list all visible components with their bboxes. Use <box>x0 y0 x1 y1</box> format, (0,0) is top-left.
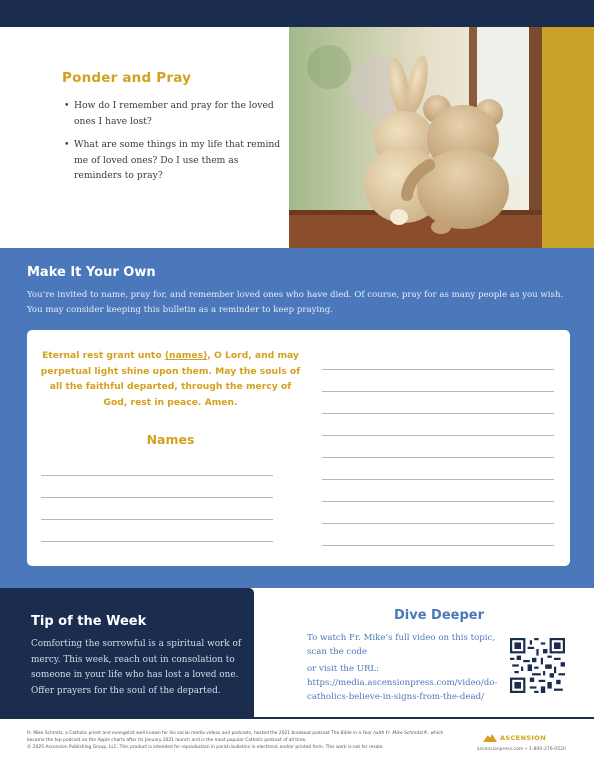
mountain-icon <box>483 733 497 742</box>
name-write-line[interactable] <box>322 523 554 524</box>
prayer-text: Eternal rest grant unto <box>42 350 165 361</box>
footer-copyright: © 2025 Ascension Publishing Group, LLC. This product is intended for reproduction in parish bulletins in electronic and/or printed form. This work is not for resale. <box>27 745 384 751</box>
footer-divider <box>0 717 594 719</box>
reflection-question: • How do I remember and pray for the loved ones I have lost? <box>62 98 282 129</box>
name-write-line[interactable] <box>322 479 554 480</box>
teddy-bears-photo <box>289 27 542 248</box>
dive-title: Dive Deeper <box>393 608 485 623</box>
logo-text: ASCENSION <box>500 733 547 742</box>
name-write-line[interactable] <box>41 475 273 476</box>
ascension-logo[interactable] <box>483 733 546 742</box>
ponder-title: Ponder and Pray <box>62 70 192 86</box>
name-write-line[interactable] <box>322 369 554 370</box>
footer-contact: ascensionpress.com • 1-800-376-0520 <box>476 747 566 752</box>
tip-title: Tip of the Week <box>31 614 147 629</box>
name-write-line[interactable] <box>41 497 273 498</box>
name-write-line[interactable] <box>41 519 273 520</box>
name-write-line[interactable] <box>322 391 554 392</box>
dive-scan-text: To watch Fr. Mike’s full video on this topic, scan the code <box>307 633 496 657</box>
intro-text: You’re invited to name, pray for, and remember loved ones who have died. Of course, pray for as many people as you wish. You may consider keeping this bulletin as a reminder to keep praying. <box>27 290 564 315</box>
ponder-and-pray-section <box>62 70 282 192</box>
name-write-line[interactable] <box>41 541 273 542</box>
footer-credits <box>27 730 457 752</box>
prayer-card <box>27 330 570 566</box>
name-write-line[interactable] <box>322 501 554 502</box>
tip-text: Comforting the sorrowful is a spiritual work of mercy. This week, reach out in consolation to someone in your life who has lost a loved one. Offer prayers for the soul of the departed. <box>31 639 242 696</box>
qr-code-icon[interactable] <box>510 638 565 693</box>
names-placeholder: (names) <box>164 350 208 361</box>
name-write-line[interactable] <box>322 435 554 436</box>
name-write-line[interactable] <box>322 545 554 546</box>
prayer-text: , O Lord, and may perpetual light shine upon them. May the souls of all the faithful departed, through the mercy of God, rest in peace. Amen. <box>40 350 301 408</box>
dive-deeper-section <box>254 588 594 717</box>
reflection-question: • What are some things in my life that remind me of loved ones? Do I use them as reminders to pray? <box>62 137 282 184</box>
footer-bio: Fr. Mike Schmitz, a Catholic priest and evangelist well known for his social media videos and podcasts, hosted the 2021 breakout podcast The Bible in a Year (with Fr. Mike Schmitz)®, which became the top podcast on the Apple charts after its January 2021 launch and is the most popular Catholic podcast of all time. <box>27 731 444 744</box>
gold-accent-strip <box>542 27 594 248</box>
tip-of-the-week-section <box>0 588 254 717</box>
eternal-rest-prayer <box>37 348 304 410</box>
section-title: Make It Your Own <box>27 265 156 280</box>
names-heading: Names <box>146 432 195 447</box>
name-write-line[interactable] <box>322 413 554 414</box>
top-banner <box>0 0 594 27</box>
reflection-questions <box>62 98 282 184</box>
make-it-your-own-section <box>0 248 594 588</box>
dive-url-text[interactable]: or visit the URL: https://media.ascensionpress.com/video/do-catholics-believe-in-signs-from-the-dead/ <box>307 664 498 702</box>
name-write-line[interactable] <box>322 457 554 458</box>
